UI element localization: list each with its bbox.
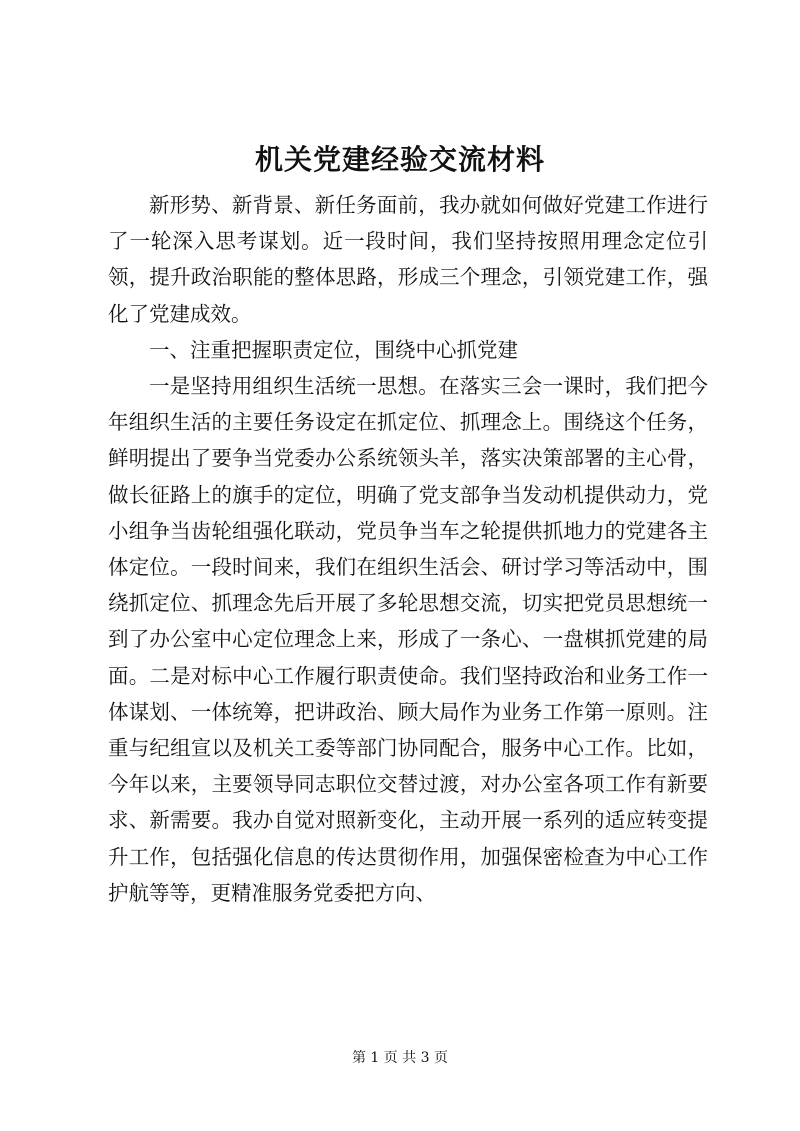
- intro-paragraph: 新形势、新背景、新任务面前，我办就如何做好党建工作进行了一轮深入思考谋划。近一段时间，我们坚持按照用理念定位引领，提升政治职能的整体思路，形成三个理念，引领党建工作，强化了党建成效。: [108, 193, 708, 326]
- document-title: 机关党建经验交流材料: [254, 143, 545, 176]
- section-heading: 一、注重把握职责定位，围绕中心抓党建: [149, 337, 518, 362]
- page-number-footer: 第 1 页 共 3 页: [351, 1050, 449, 1066]
- body-paragraph: 一是坚持用组织生活统一思想。在落实三会一课时，我们把今年组织生活的主要任务设定在抓定位、抓理念上。围绕这个任务，鲜明提出了要争当党委办公系统领头羊，落实决策部署的主心骨，做长征路上的旗手的定位，明确了党支部争当发动机提供动力，党小组争当齿轮组强化联动，党员争当车之轮提供抓地力的党建各主体定位。一段时间来，我们在组织生活会、研讨学习等活动中，围绕抓定位、抓理念先后开展了多轮思想交流，切实把党员思想统一到了办公室中心定位理念上来，形成了一条心、一盘棋抓党建的局面。二是对标中心工作履行职责使命。我们坚持政治和业务工作一体谋划、一体统筹，把讲政治、顾大局作为业务工作第一原则。注重与纪组宣以及机关工委等部门协同配合，服务中心工作。比如，今年以来，主要领导同志职位交替过渡，对办公室各项工作有新要求、新需要。我办自觉对照新变化，主动开展一系列的适应转变提升工作，包括强化信息的传达贯彻作用，加强保密检查为中心工作护航等等，更精准服务党委把方向、: [108, 374, 708, 905]
- document-body: [108, 187, 708, 911]
